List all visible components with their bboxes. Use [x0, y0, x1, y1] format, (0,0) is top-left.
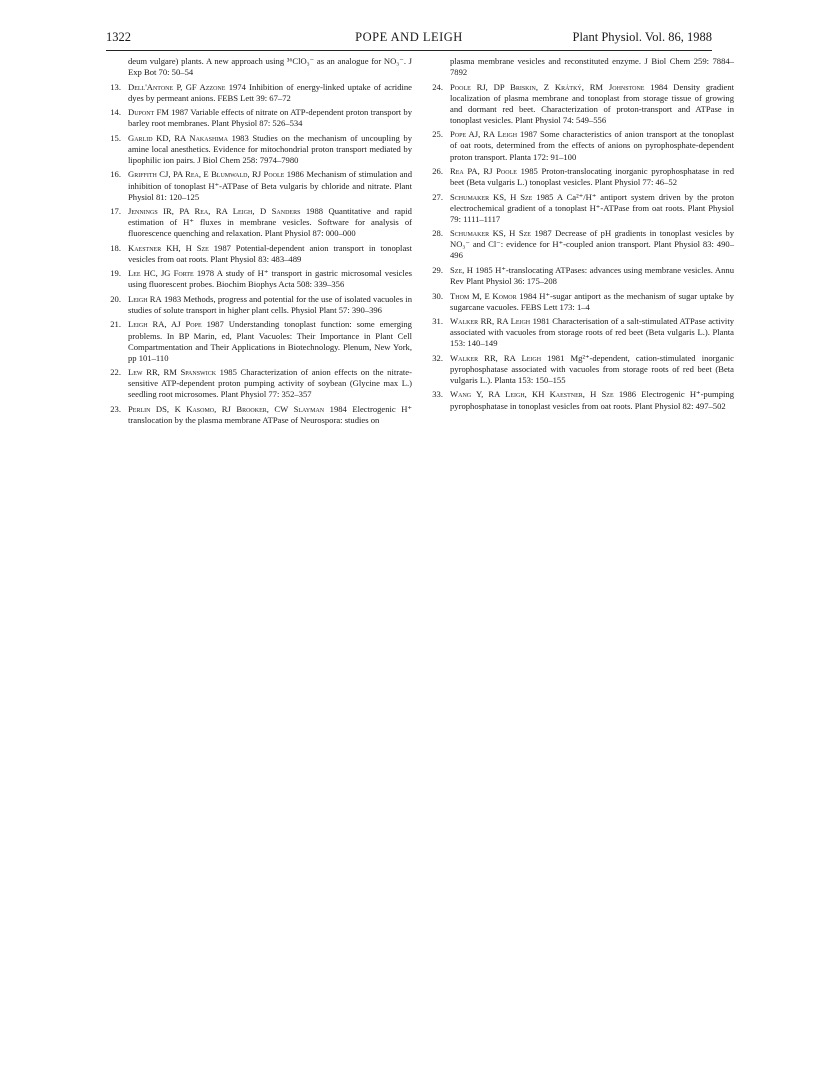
- reference-authors: Dell'Antone P, GF Azzone: [128, 81, 226, 92]
- reference-text: 1984 H⁺-sugar antiport as the mechanism of sugar uptake by sugarcane vacuoles. FEBS Lett 173: 1–4: [450, 290, 734, 312]
- reference-entry: [106, 206, 412, 239]
- reference-number: 30.: [432, 290, 443, 301]
- reference-entry: [106, 133, 412, 166]
- reference-entry: [428, 228, 734, 261]
- reference-entry: [428, 353, 734, 386]
- reference-entry: [428, 265, 734, 287]
- reference-column-right: [428, 56, 734, 415]
- reference-text: 1983 Studies on the mechanism of uncoupling by amine local anesthetics. Evidence for mitochondrial proton transport mediated by lipophilic ion pairs. J Biol Chem 258: 7974–7980: [128, 132, 412, 165]
- reference-entry: [106, 107, 412, 129]
- reference-number: 33.: [432, 389, 443, 400]
- reference-authors: Jennings IR, PA Rea, RA Leigh, D Sanders: [128, 206, 301, 217]
- reference-number: 32.: [432, 352, 443, 363]
- reference-entry: [428, 192, 734, 225]
- page-number: 1322: [106, 30, 131, 44]
- reference-entry: [428, 316, 734, 349]
- reference-number: 20.: [110, 293, 121, 304]
- journal-citation: Plant Physiol. Vol. 86, 1988: [572, 30, 712, 44]
- reference-number: 28.: [432, 228, 443, 239]
- reference-entry: [428, 291, 734, 313]
- reference-entry: [106, 82, 412, 104]
- reference-entry: [428, 389, 734, 411]
- reference-authors: Pope AJ, RA Leigh: [450, 129, 518, 140]
- reference-entry: [106, 268, 412, 290]
- reference-text: plasma membrane vesicles and reconstituted enzyme. J Biol Chem 259: 7884–7892: [450, 56, 734, 78]
- reference-authors: Lew RR, RM Spanswick: [128, 367, 217, 378]
- reference-authors: Dupont FM: [128, 107, 169, 118]
- reference-text: 1986 Mechanism of stimulation and inhibition of tonoplast H⁺-ATPase of Beta vulgaris by chloride and nitrate. Plant Physiol 81: 120–125: [128, 169, 412, 202]
- reference-text: 1985 H⁺-translocating ATPases: advances using membrane vesicles. Annu Rev Plant Physiol 36: 175–208: [450, 264, 734, 287]
- reference-text: 1987 Variable effects of nitrate on ATP-dependent proton transport by barley root membranes. Plant Physiol 87: 526–534: [128, 107, 412, 129]
- reference-number: 16.: [110, 169, 121, 180]
- reference-entry: [428, 82, 734, 126]
- reference-entry: [106, 367, 412, 400]
- reference-entry: [428, 56, 734, 78]
- reference-authors: Lee HC, JG Forte: [128, 268, 194, 279]
- reference-text: deum vulgare) plants. A new approach using ³⁶ClO₃⁻ as an analogue for NO₃⁻. J Exp Bot 70: 50–54: [128, 56, 412, 78]
- reference-authors: Walker RR, RA Leigh: [450, 316, 531, 327]
- reference-number: 23.: [110, 403, 121, 414]
- reference-entry: [106, 294, 412, 316]
- reference-number: 21.: [110, 319, 121, 330]
- reference-authors: Rea PA, RJ Poole: [450, 166, 517, 177]
- reference-number: 14.: [110, 107, 121, 118]
- reference-text: 1981 Mg²⁺-dependent, cation-stimulated inorganic pyrophosphatase associated with vacuoles from storage roots of red beet (Beta vulgaris L.). Planta 153: 150–155: [450, 352, 734, 385]
- reference-authors: Garlid KD, RA Nakashima: [128, 132, 228, 143]
- reference-authors: Walker RR, RA Leigh: [450, 352, 542, 363]
- reference-authors: Schumaker KS, H Sze: [450, 191, 533, 202]
- reference-number: 25.: [432, 129, 443, 140]
- reference-text: 1974 Inhibition of energy-linked uptake of acridine dyes by permeant anions. FEBS Lett 39: 67–72: [128, 81, 412, 103]
- reference-entry: [106, 404, 412, 426]
- reference-text: 1985 Proton-translocating inorganic pyrophosphatase in red beet (Beta vulgaris L.) tonoplast vesicles. Plant Physiol 77: 46–52: [450, 166, 735, 188]
- reference-text: 1984 Density gradient localization of plasma membrane and tonoplast from storage tissue of growing and dormant red beet. Characterization of proton-transport and ATPase in tonoplast vesicles. Plant Physiol 74: 549–556: [450, 81, 735, 125]
- reference-number: 15.: [110, 132, 121, 143]
- reference-number: 24.: [432, 81, 443, 92]
- reference-number: 29.: [432, 264, 443, 275]
- reference-entry: [106, 169, 412, 202]
- reference-number: 17.: [110, 206, 121, 217]
- reference-entry: [428, 166, 734, 188]
- reference-column-left: [106, 56, 412, 430]
- reference-entry: [428, 129, 734, 162]
- reference-authors: Leigh RA, AJ Pope: [128, 319, 202, 330]
- reference-text: 1985 A Ca²⁺/H⁺ antiport system driven by the proton electrochemical gradient of a tonoplast H⁺-ATPase from oat roots. Plant Physiol 79: 1111–1117: [450, 191, 734, 224]
- running-title: POPE AND LEIGH: [355, 30, 463, 44]
- reference-text: 1987 Decrease of pH gradients in tonoplast vesicles by NO₃⁻ and Cl⁻: evidence for H⁺-coupled anion transport. Plant Physiol 83: 490–496: [450, 228, 734, 261]
- reference-text: 1983 Methods, progress and potential for the use of isolated vacuoles in studies of solute transport in higher plant cells. Physiol Plant 57: 390–396: [128, 293, 412, 315]
- reference-number: 13.: [110, 81, 121, 92]
- reference-authors: Wang Y, RA Leigh, KH Kaestner, H Sze: [450, 389, 614, 400]
- reference-number: 22.: [110, 367, 121, 378]
- reference-number: 19.: [110, 268, 121, 279]
- reference-number: 26.: [432, 166, 443, 177]
- reference-text: 1987 Understanding tonoplast function: some emerging problems. In BP Marin, ed, Plant Vacuoles: Their Importance in Plant Cell Compartmentation and Their Applications in Biotechnology. Plenum, New York, pp 101–110: [128, 319, 412, 363]
- reference-text: 1987 Some characteristics of anion transport at the tonoplast of oat roots, determined from the effects of anions on pyrophosphate-dependent proton transport. Planta 172: 91–100: [450, 129, 734, 162]
- reference-number: 18.: [110, 242, 121, 253]
- reference-entry: [106, 56, 412, 78]
- reference-text: 1986 Electrogenic H⁺-pumping pyrophosphatase in tonoplast vesicles from oat roots. Plant Physiol 82: 497–502: [450, 389, 734, 411]
- reference-entry: [106, 319, 412, 363]
- reference-text: 1988 Quantitative and rapid estimation of H⁺ fluxes in membrane vesicles. Software for analysis of fluorescence quenching and relaxation. Plant Physiol 87: 000–000: [128, 206, 412, 239]
- reference-text: 1978 A study of H⁺ transport in gastric microsomal vesicles using fluorescent probes. Biochim Biophys Acta 508: 339–356: [128, 268, 412, 290]
- reference-entry: [106, 243, 412, 265]
- reference-text: 1981 Characterisation of a salt-stimulated ATPase activity associated with vacuoles from storage roots of red beet (Beta vulgaris L.). Planta 153: 140–149: [450, 316, 735, 349]
- reference-number: 31.: [432, 316, 443, 327]
- reference-authors: Poole RJ, DP Briskin, Z Krátký, RM Johnstone: [450, 81, 645, 92]
- reference-text: 1985 Characterization of anion effects on the nitrate-sensitive ATP-dependent proton pumping activity of soybean (Glycine max L.) seedling root microsomes. Plant Physiol 77: 352–357: [128, 367, 412, 400]
- reference-text: 1987 Potential-dependent anion transport in tonoplast vesicles from oat roots. Plant Physiol 83: 483–489: [128, 242, 412, 264]
- page-header: [106, 28, 712, 51]
- reference-authors: Kaestner KH, H Sze: [128, 242, 209, 253]
- reference-authors: Schumaker KS, H Sze: [450, 228, 531, 239]
- reference-text: 1984 Electrogenic H⁺ translocation by the plasma membrane ATPase of Neurospora: studies on: [128, 403, 412, 426]
- reference-authors: Sze, H: [450, 264, 473, 275]
- reference-authors: Griffith CJ, PA Rea, E Blumwald, RJ Poole: [128, 169, 285, 180]
- reference-authors: Perlin DS, K Kasomo, RJ Brooker, CW Slayman: [128, 403, 325, 414]
- reference-authors: Leigh RA: [128, 293, 162, 304]
- reference-number: 27.: [432, 191, 443, 202]
- reference-authors: Thom M, E Komor: [450, 290, 517, 301]
